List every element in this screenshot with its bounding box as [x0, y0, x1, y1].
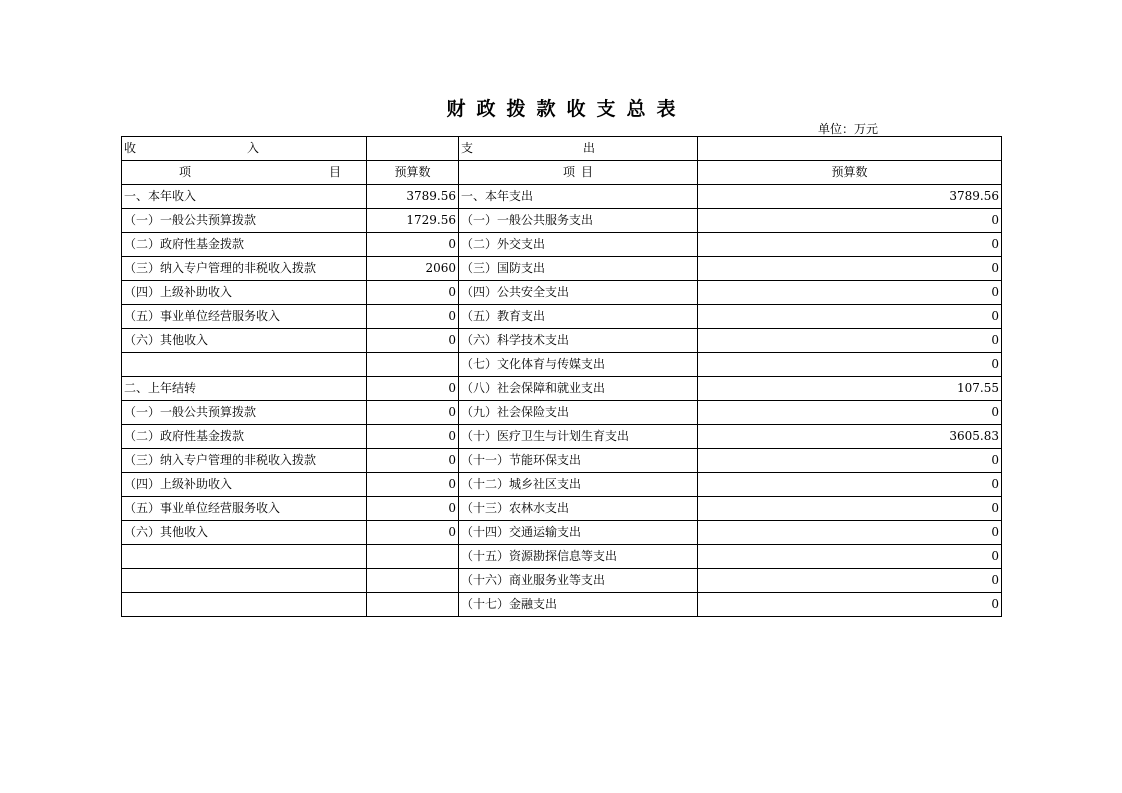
expense-budget-header: 预算数: [698, 161, 1002, 185]
income-item-label: （五）事业单位经营服务收入: [122, 305, 367, 329]
income-budget-value: 0: [367, 521, 459, 545]
table-row: [122, 401, 1002, 425]
income-budget-value: 0: [367, 329, 459, 353]
expense-budget-value: 0: [698, 257, 1002, 281]
table-row: [122, 497, 1002, 521]
income-item-label: （四）上级补助收入: [122, 281, 367, 305]
income-item-label: （六）其他收入: [122, 521, 367, 545]
table-row: [122, 425, 1002, 449]
income-item-char-1: 项: [179, 165, 192, 179]
group-header-row: [122, 137, 1002, 161]
table-row: [122, 209, 1002, 233]
expense-budget-value: 3605.83: [698, 425, 1002, 449]
expense-budget-value: 0: [698, 473, 1002, 497]
income-item-header: [122, 161, 367, 185]
income-item-label: （一）一般公共预算拨款: [122, 401, 367, 425]
expense-group-char-1: 支: [461, 141, 474, 155]
expense-budget-value: 0: [698, 569, 1002, 593]
income-budget-value: 0: [367, 497, 459, 521]
expense-item-label: （十五）资源勘探信息等支出: [459, 545, 698, 569]
expense-budget-value: 0: [698, 209, 1002, 233]
income-budget-value: [367, 353, 459, 377]
table-row: [122, 257, 1002, 281]
table-row: [122, 305, 1002, 329]
expense-budget-value: 107.55: [698, 377, 1002, 401]
expense-item-label: （八）社会保障和就业支出: [459, 377, 698, 401]
income-budget-value: 0: [367, 449, 459, 473]
expense-group-header: [459, 137, 698, 161]
expense-budget-value: 0: [698, 449, 1002, 473]
page-title: 财政拨款收支总表: [446, 98, 687, 120]
expense-item-label: （一）一般公共服务支出: [459, 209, 698, 233]
income-budget-value: 0: [367, 233, 459, 257]
expense-budget-value: 0: [698, 593, 1002, 617]
income-budget-value: 0: [367, 425, 459, 449]
income-item-label: （三）纳入专户管理的非税收入拨款: [122, 449, 367, 473]
income-item-label: （三）纳入专户管理的非税收入拨款: [122, 257, 367, 281]
expense-item-label: （十一）节能环保支出: [459, 449, 698, 473]
expense-group-spacer: [698, 137, 1002, 161]
income-group-char-2: 入: [246, 141, 259, 155]
column-header-row: [122, 161, 1002, 185]
expense-budget-value: 0: [698, 545, 1002, 569]
expense-item-label: （六）科学技术支出: [459, 329, 698, 353]
expense-item-header: [459, 161, 698, 185]
income-budget-value: [367, 545, 459, 569]
income-budget-value: 0: [367, 281, 459, 305]
income-item-label: [122, 593, 367, 617]
expense-budget-value: 0: [698, 497, 1002, 521]
income-item-label: （五）事业单位经营服务收入: [122, 497, 367, 521]
income-budget-value: 2060: [367, 257, 459, 281]
income-item-label: [122, 353, 367, 377]
table-row: [122, 545, 1002, 569]
expense-budget-value: 0: [698, 353, 1002, 377]
table-row: [122, 281, 1002, 305]
expense-budget-value: 0: [698, 521, 1002, 545]
table-row: [122, 233, 1002, 257]
expense-item-label: （二）外交支出: [459, 233, 698, 257]
expense-item-label: （十四）交通运输支出: [459, 521, 698, 545]
table-row: [122, 185, 1002, 209]
table-row: [122, 521, 1002, 545]
expense-item-label: （四）公共安全支出: [459, 281, 698, 305]
income-budget-value: [367, 593, 459, 617]
table-row: [122, 329, 1002, 353]
income-budget-value: 0: [367, 377, 459, 401]
income-budget-value: 3789.56: [367, 185, 459, 209]
expense-item-label: （十七）金融支出: [459, 593, 698, 617]
expense-item-label: （三）国防支出: [459, 257, 698, 281]
income-budget-value: 0: [367, 401, 459, 425]
expense-budget-value: 0: [698, 401, 1002, 425]
expense-budget-value: 0: [698, 233, 1002, 257]
expense-budget-value: 0: [698, 329, 1002, 353]
income-item-label: 二、上年结转: [122, 377, 367, 401]
income-item-label: 一、本年收入: [122, 185, 367, 209]
expense-budget-value: 3789.56: [698, 185, 1002, 209]
income-item-label: [122, 545, 367, 569]
unit-label: 单位：万元: [818, 122, 879, 136]
income-budget-value: [367, 569, 459, 593]
table-row: [122, 449, 1002, 473]
income-budget-header: 预算数: [367, 161, 459, 185]
table-row: [122, 377, 1002, 401]
income-item-label: （四）上级补助收入: [122, 473, 367, 497]
budget-table: [121, 136, 1002, 617]
income-item-label: [122, 569, 367, 593]
table-row: [122, 473, 1002, 497]
income-budget-value: 0: [367, 473, 459, 497]
expense-item-label: 一、本年支出: [459, 185, 698, 209]
expense-item-label: （十三）农林水支出: [459, 497, 698, 521]
income-group-header: [122, 137, 367, 161]
expense-budget-value: 0: [698, 281, 1002, 305]
expense-item-char-2: 目: [580, 165, 593, 179]
income-item-label: （六）其他收入: [122, 329, 367, 353]
income-item-label: （一）一般公共预算拨款: [122, 209, 367, 233]
income-item-label: （二）政府性基金拨款: [122, 233, 367, 257]
income-budget-value: 1729.56: [367, 209, 459, 233]
expense-item-label: （七）文化体育与传媒支出: [459, 353, 698, 377]
table-row: [122, 569, 1002, 593]
table-row: [122, 593, 1002, 617]
income-item-char-2: 目: [328, 165, 341, 179]
expense-item-label: （十六）商业服务业等支出: [459, 569, 698, 593]
income-group-spacer: [367, 137, 459, 161]
income-budget-value: 0: [367, 305, 459, 329]
income-group-char-1: 收: [124, 141, 137, 155]
expense-group-char-2: 出: [582, 141, 595, 155]
income-item-label: （二）政府性基金拨款: [122, 425, 367, 449]
expense-item-label: （十二）城乡社区支出: [459, 473, 698, 497]
table-body: [122, 137, 1002, 617]
expense-item-char-1: 项: [563, 165, 576, 179]
expense-budget-value: 0: [698, 305, 1002, 329]
table-row: [122, 353, 1002, 377]
expense-item-label: （九）社会保险支出: [459, 401, 698, 425]
expense-item-label: （五）教育支出: [459, 305, 698, 329]
expense-item-label: （十）医疗卫生与计划生育支出: [459, 425, 698, 449]
